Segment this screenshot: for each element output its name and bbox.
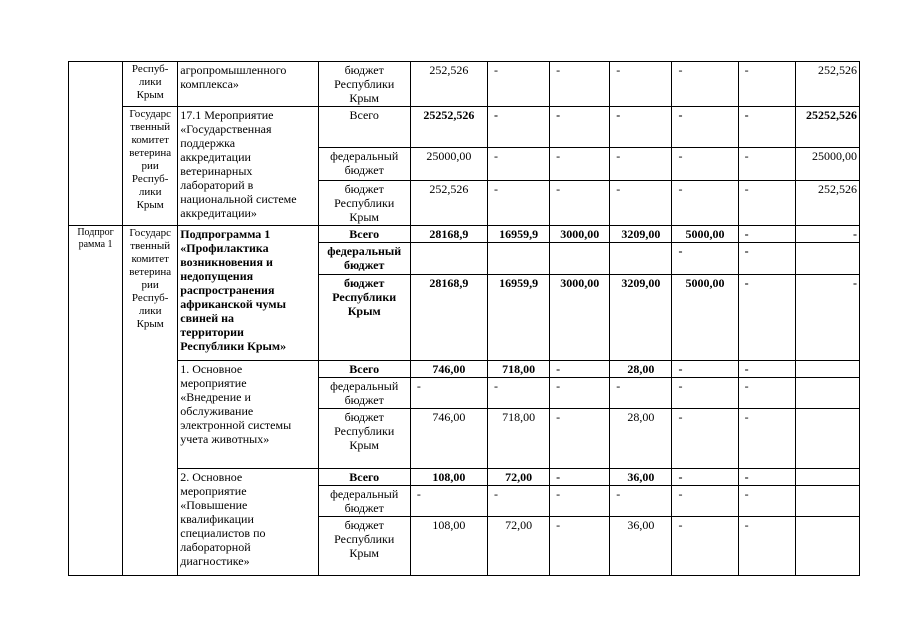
value-cell: - — [672, 517, 738, 576]
value-cell: 252,526 — [795, 181, 859, 226]
value-cell: - — [550, 148, 610, 181]
value-cell: - — [672, 148, 738, 181]
value-cell: - — [672, 243, 738, 275]
value-cell — [610, 243, 672, 275]
table-row — [69, 62, 860, 107]
value-cell: 28168,9 — [410, 226, 487, 243]
value-cell: - — [738, 361, 795, 378]
value-cell — [550, 243, 610, 275]
value-cell: - — [488, 486, 550, 517]
value-cell: - — [738, 243, 795, 275]
value-cell: - — [488, 62, 550, 107]
value-cell: - — [550, 469, 610, 486]
value-cell: - — [410, 378, 487, 409]
value-cell: - — [738, 181, 795, 226]
value-cell: - — [550, 181, 610, 226]
value-cell: - — [550, 486, 610, 517]
value-cell: 5000,00 — [672, 226, 738, 243]
responsible-cell: Государс твенный комитет ветерина рии Респуб- лики Крым — [123, 226, 178, 576]
value-cell — [795, 486, 859, 517]
value-cell: - — [610, 378, 672, 409]
value-cell: 36,00 — [610, 469, 672, 486]
event-cell: 1. Основное мероприятие «Внедрение и обслуживание электронной системы учета животных» — [178, 361, 318, 469]
value-cell: - — [672, 361, 738, 378]
value-cell — [795, 517, 859, 576]
funding-source-cell: Всего — [318, 226, 410, 243]
value-cell: 5000,00 — [672, 275, 738, 361]
value-cell: - — [672, 486, 738, 517]
value-cell: - — [738, 275, 795, 361]
value-cell: 28,00 — [610, 361, 672, 378]
funding-source-cell: Всего — [318, 361, 410, 378]
value-cell: - — [550, 378, 610, 409]
value-cell: - — [672, 181, 738, 226]
value-cell: - — [795, 275, 859, 361]
funding-source-cell: бюджет Республики Крым — [318, 409, 410, 469]
value-cell: - — [610, 148, 672, 181]
value-cell: - — [550, 62, 610, 107]
value-cell — [795, 469, 859, 486]
value-cell: - — [488, 107, 550, 148]
program-cell: Подпрог рамма 1 — [69, 226, 123, 576]
funding-source-cell: бюджет Республики Крым — [318, 517, 410, 576]
value-cell: 746,00 — [410, 361, 487, 378]
value-cell — [488, 243, 550, 275]
funding-source-cell: Всего — [318, 107, 410, 148]
value-cell: 252,526 — [795, 62, 859, 107]
value-cell: - — [488, 181, 550, 226]
value-cell: 16959,9 — [488, 275, 550, 361]
value-cell: 3209,00 — [610, 226, 672, 243]
value-cell: - — [738, 148, 795, 181]
value-cell: - — [488, 378, 550, 409]
value-cell: 25252,526 — [795, 107, 859, 148]
value-cell — [795, 243, 859, 275]
value-cell: - — [410, 486, 487, 517]
value-cell: - — [672, 62, 738, 107]
value-cell: - — [550, 107, 610, 148]
value-cell — [410, 243, 487, 275]
value-cell: 16959,9 — [488, 226, 550, 243]
value-cell: - — [610, 486, 672, 517]
value-cell: 25000,00 — [410, 148, 487, 181]
value-cell: 252,526 — [410, 181, 487, 226]
table-row — [69, 361, 860, 378]
value-cell: - — [738, 62, 795, 107]
value-cell: - — [738, 469, 795, 486]
value-cell: 72,00 — [488, 517, 550, 576]
value-cell: 25000,00 — [795, 148, 859, 181]
funding-source-cell: федеральный бюджет — [318, 486, 410, 517]
value-cell: 28168,9 — [410, 275, 487, 361]
value-cell: 108,00 — [410, 517, 487, 576]
value-cell: 252,526 — [410, 62, 487, 107]
value-cell: - — [738, 409, 795, 469]
value-cell: 3000,00 — [550, 275, 610, 361]
value-cell: 718,00 — [488, 361, 550, 378]
value-cell — [795, 378, 859, 409]
value-cell: - — [672, 378, 738, 409]
value-cell: - — [550, 409, 610, 469]
table-row — [69, 107, 860, 148]
value-cell: - — [550, 517, 610, 576]
funding-source-cell: федеральный бюджет — [318, 378, 410, 409]
value-cell: 36,00 — [610, 517, 672, 576]
value-cell: - — [672, 107, 738, 148]
value-cell: - — [610, 181, 672, 226]
funding-source-cell: федеральный бюджет — [318, 243, 410, 275]
event-cell: агропромышленного комплекса» — [178, 62, 318, 107]
value-cell — [795, 361, 859, 378]
table-row — [69, 226, 860, 243]
value-cell: 3209,00 — [610, 275, 672, 361]
value-cell: - — [550, 361, 610, 378]
value-cell: 25252,526 — [410, 107, 487, 148]
funding-source-cell: федеральный бюджет — [318, 148, 410, 181]
program-cell — [69, 62, 123, 226]
value-cell: 28,00 — [610, 409, 672, 469]
value-cell: - — [738, 226, 795, 243]
value-cell: - — [672, 469, 738, 486]
budget-table — [68, 61, 860, 576]
value-cell: - — [738, 107, 795, 148]
value-cell: - — [488, 148, 550, 181]
value-cell: - — [795, 226, 859, 243]
funding-source-cell: бюджет Республики Крым — [318, 181, 410, 226]
funding-source-cell: Всего — [318, 469, 410, 486]
value-cell: 746,00 — [410, 409, 487, 469]
table-row — [69, 469, 860, 486]
funding-source-cell: бюджет Республики Крым — [318, 275, 410, 361]
value-cell: 718,00 — [488, 409, 550, 469]
funding-source-cell: бюджет Республики Крым — [318, 62, 410, 107]
event-cell: 2. Основное мероприятие «Повышение квалификации специалистов по лабораторной диагностике» — [178, 469, 318, 576]
event-cell: 17.1 Мероприятие «Государственная поддержка аккредитации ветеринарных лабораторий в национальной системе аккредитации» — [178, 107, 318, 226]
value-cell: 108,00 — [410, 469, 487, 486]
responsible-cell: Респуб- лики Крым — [123, 62, 178, 107]
value-cell: - — [738, 486, 795, 517]
value-cell — [795, 409, 859, 469]
value-cell: 72,00 — [488, 469, 550, 486]
value-cell: - — [610, 62, 672, 107]
value-cell: 3000,00 — [550, 226, 610, 243]
event-cell: Подпрограмма 1 «Профилактика возникновения и недопущения распространения африканской чумы свиней на территории Республики Крым» — [178, 226, 318, 361]
value-cell: - — [672, 409, 738, 469]
value-cell: - — [738, 378, 795, 409]
value-cell: - — [738, 517, 795, 576]
responsible-cell: Государс твенный комитет ветерина рии Респуб- лики Крым — [123, 107, 178, 226]
value-cell: - — [610, 107, 672, 148]
